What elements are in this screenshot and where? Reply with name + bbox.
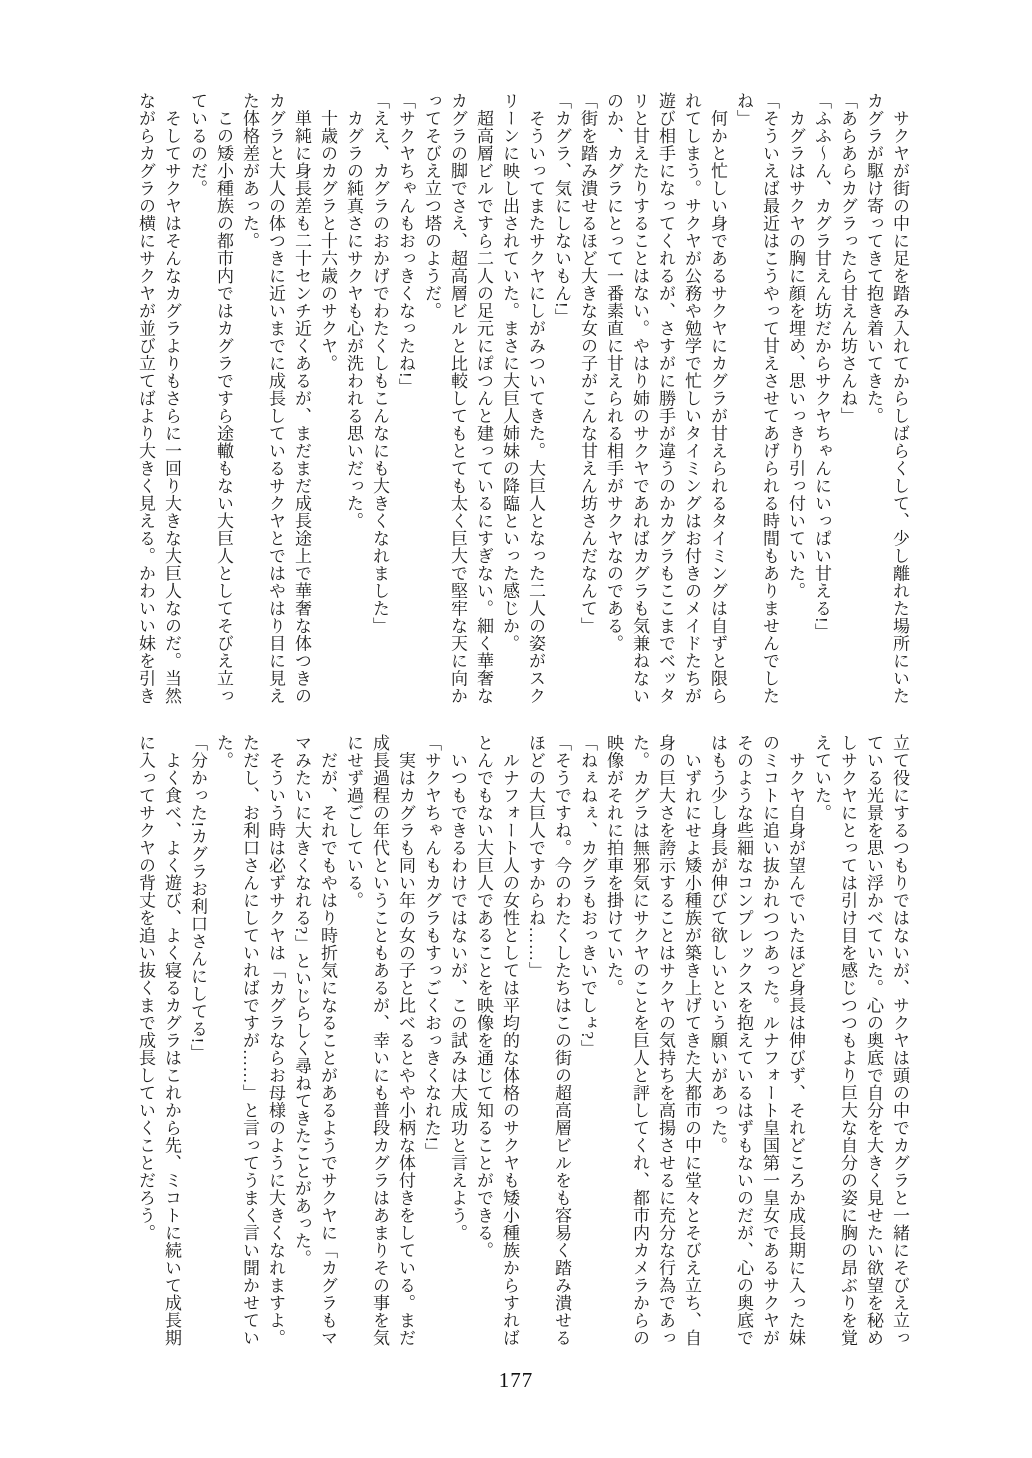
paragraph: 立て役にするつもりではないが、サクヤは頭の中でカグラと一緒にそびえ立っている光景を思い浮かべていた。心の奥底で自分を大きく見せたい欲望を秘めしサクヤにとっては引け目を感じつつもより巨大な自分の姿に胸の昂ぶりを覚えていた。: [812, 734, 909, 1347]
text-block-bottom: [128, 734, 912, 1350]
paragraph: 「街を踏み潰せるほど大きな女の子がこんな甘えん坊さんだなんて」: [578, 92, 597, 635]
paragraph: 「あらあらカグラったら甘えん坊さんね」: [838, 92, 857, 425]
paragraph: 「ねぇねぇ、カグラもおっきいでしょ?」: [578, 734, 597, 1058]
paragraph: カグラの純真さにサクヤも心が洗われる思いだった。: [344, 92, 363, 530]
text-block-top: [128, 92, 912, 706]
paragraph: 「ええ、カグラのおかげでわたくしもこんなにも大きくなれました」: [370, 92, 389, 635]
paragraph: 単純に身長差も二十センチ近くあるが、まだまだ成長途上で華奢な体つきのカグラと大人の体つきに近いまでに成長しているサクヤとではやはり目に見えた体格差があった。: [240, 92, 311, 705]
paragraph: 十歳のカグラと十六歳のサクヤ。: [318, 92, 337, 372]
paragraph: 「サクヤちゃんもおっきくなったね!」: [396, 92, 415, 396]
page-number: 177: [498, 1368, 534, 1392]
paragraph: よく食べ、よく遊び、よく寝るカグラはこれから先、ミコトに続いて成長期に入ってサクヤの背丈を追い抜くまで成長していくことだろう。: [136, 734, 181, 1347]
paragraph: 「カグラ、気にしないもん!」: [552, 92, 571, 326]
paragraph: そういう時は必ずサクヤは「カグラならお母様のように大きくなれますよ。ただし、お利口さんにしていればですが……」と言ってうまく言い聞かせていた。: [214, 734, 285, 1347]
paragraph: この矮小種族の都市内ではカグラですら途轍もない大巨人としてそびえ立っているのだ。: [188, 92, 233, 705]
paragraph: そしてサクヤはそんなカグラよりもさらに一回り大きな大巨人なのだ。当然ながらカグラの横にサクヤが並び立てばより大きく見える。かわいい妹を引き: [136, 92, 181, 705]
paragraph: 「ふふ〜ん、カグラ甘えん坊だからサクヤちゃんにいっぱい甘える!」: [812, 92, 831, 641]
paragraph: サクヤが街の中に足を踏み入れてからしばらくして、少し離れた場所にいたカグラが駆け寄ってきて抱き着いてきた。: [864, 92, 909, 705]
paragraph: 「分かった!カグラお利口さんにしてる!」: [188, 734, 207, 1062]
paragraph: そういってまたサクヤにしがみついてきた。大巨人となった二人の姿がスクリーンに映し出されていた。まさに大巨人姉妹の降臨といった感じか。: [500, 92, 545, 705]
paragraph: カグラはサクヤの胸に顔を埋め、思いっきり引っ付いていた。: [786, 92, 805, 600]
paragraph: ルナフォート人の女性としては平均的な体格のサクヤも矮小種族からすればとんでもない大巨人であることを映像を通じて知ることができる。: [474, 734, 519, 1347]
paragraph: 「そういえば最近はこうやって甘えさせてあげられる時間もありませんでしたね」: [734, 92, 779, 705]
paragraph: いずれにせよ矮小種族が築き上げてきた大都市の中に堂々とそびえ立ち、自身の巨大さを誇示することはサクヤの気持ちを高揚させるに充分な行為であった。カグラは無邪気にサクヤのことを巨人と評してくれ、都市内カメラからの映像がそれに拍車を掛けていた。: [604, 734, 701, 1347]
paragraph: だが、それでもやはり時折気になることがあるようでサクヤに「カグラもママみたいに大きくなれる?」といじらしく尋ねてきたことがあった。: [292, 734, 337, 1347]
paragraph: 何かと忙しい身であるサクヤにカグラが甘えられるタイミングは自ずと限られてしまう。サクヤが公務や勉学で忙しいタイミングはお付きのメイドたちが遊び相手になってくれるが、さすがに勝手が違うのかカグラもここまでベッタリと甘えたりすることはない。やはり姉のサクヤであればカグラも気兼ねないのか、カグラにとって一番素直に甘えられる相手がサクヤなのである。: [604, 92, 727, 705]
paragraph: 実はカグラも同い年の女の子と比べるとやや小柄な体付きをしている。まだ成長過程の年代ということもあるが、幸いにも普段カグラはあまりその事を気にせず過ごしている。: [344, 734, 415, 1347]
paragraph: サクヤ自身が望んでいたほど身長は伸びず、それどころか成長期に入った妹のミコトに追い抜かれつつあった。ルナフォート皇国第一皇女であるサクヤがそのような些細なコンプレックスを抱えているはずもないのだが、心の奥底ではもう少し身長が伸びて欲しいという願いがあった。: [708, 734, 805, 1347]
paragraph: 「サクヤちゃんもカグラもすっごくおっきくなれた!」: [422, 734, 441, 1161]
paragraph: いつもできるわけではないが、この試みは大成功と言えよう。: [448, 734, 467, 1242]
paragraph: 超高層ビルですら二人の足元にぽつんと建っているにすぎない。細く華奢なカグラの脚でさえ、超高層ビルと比較してもとても太く巨大で堅牢な天に向かってそびえ立つ塔のようだ。: [422, 92, 493, 705]
paragraph: 「そうですね。今のわたくしたちはこの街の超高層ビルをも容易く踏み潰せるほどの大巨人ですからね……」: [526, 734, 571, 1347]
